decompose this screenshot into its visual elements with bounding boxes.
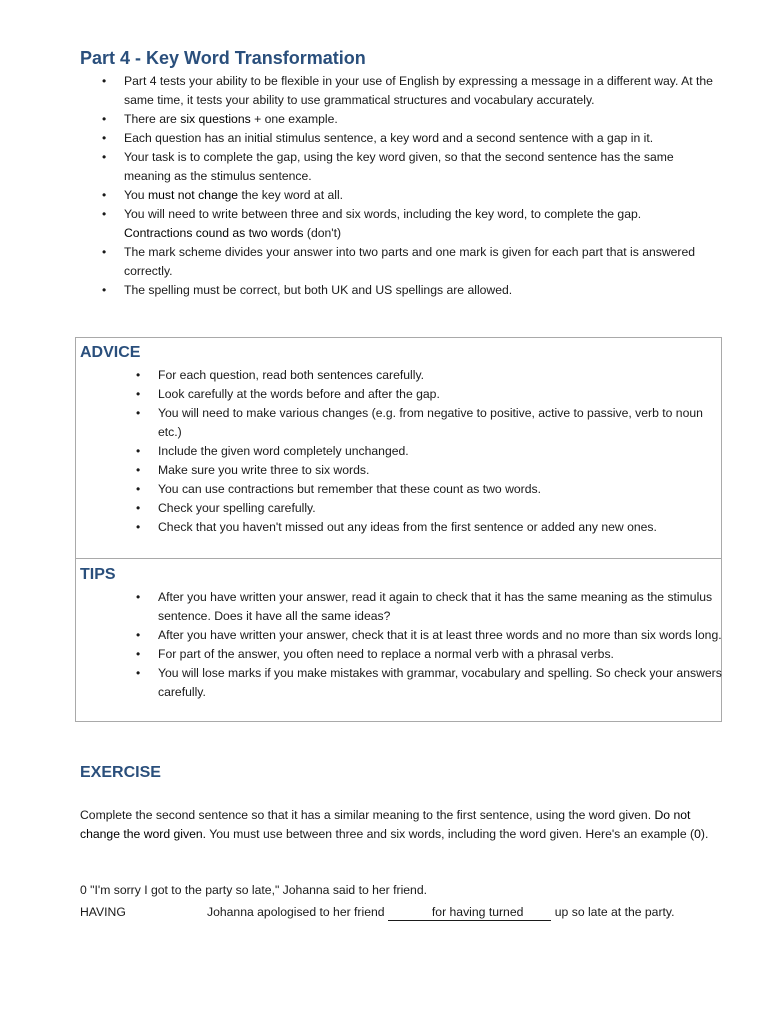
- intro-item: • Each question has an initial stimulus sentence, a key word and a second sentence with a gap in it.: [100, 129, 720, 148]
- advice-item: • Make sure you write three to six words.: [134, 461, 722, 480]
- advice-item: • Include the given word completely unchanged.: [134, 442, 722, 461]
- tips-item: • For part of the answer, you often need to replace a normal verb with a phrasal verbs.: [134, 645, 722, 664]
- intro-item: • Your task is to complete the gap, using the key word given, so that the second sentence has the same meaning as the stimulus sentence.: [100, 148, 720, 186]
- emphasis-text: must not change: [147, 188, 239, 202]
- tips-box: [75, 558, 722, 722]
- tips-heading: TIPS: [80, 566, 116, 583]
- advice-item: • You can use contractions but remember that these count as two words.: [134, 480, 722, 499]
- advice-item: • Check your spelling carefully.: [134, 499, 722, 518]
- intro-list: [100, 72, 720, 300]
- intro-item: • You must not change the key word at all.: [100, 186, 720, 205]
- exercise-instructions: Complete the second sentence so that it has a similar meaning to the first sentence, using the word given. Do not change the word given. You must use between three and six words, including the word given. Here's an example (0).: [80, 808, 709, 841]
- intro-item: • Part 4 tests your ability to be flexible in your use of English by expressing a message in a different way. At the same time, it tests your ability to use grammatical structures and vocabulary accurately.: [100, 72, 720, 110]
- advice-item: • Check that you haven't missed out any ideas from the first sentence or added any new ones.: [134, 518, 722, 537]
- intro-item: • You will need to write between three and six words, including the key word, to complete the gap. Contractions cound as two words (don't): [100, 205, 720, 243]
- intro-item: • The mark scheme divides your answer into two parts and one mark is given for each part that is answered correctly.: [100, 243, 720, 281]
- advice-item: • Look carefully at the words before and after the gap.: [134, 385, 722, 404]
- answer-sentence: Johanna apologised to her friend for having turned up so late at the party.: [207, 905, 675, 919]
- emphasis-text: Do not change the word given.: [80, 808, 691, 841]
- intro-item: • There are six questions + one example.: [100, 110, 720, 129]
- page-title: Part 4 - Key Word Transformation: [80, 48, 366, 68]
- example-sentence: 0 "I'm sorry I got to the party so late," Johanna said to her friend.: [80, 883, 427, 897]
- advice-box: [75, 337, 722, 559]
- answer-gap: for having turned: [388, 905, 551, 921]
- emphasis-text: six questions: [180, 112, 251, 126]
- advice-item: • You will need to make various changes (e.g. from negative to positive, active to passive, verb to noun etc.): [134, 404, 722, 442]
- exercise-heading: EXERCISE: [80, 764, 161, 781]
- key-word: HAVING: [80, 905, 126, 919]
- emphasis-text: 0: [694, 827, 701, 841]
- tips-item: • You will lose marks if you make mistakes with grammar, vocabulary and spelling. So check your answers carefully.: [134, 664, 722, 702]
- tips-list: [134, 588, 722, 702]
- advice-heading: ADVICE: [80, 344, 141, 361]
- emphasis-text: Contractions cound as two words: [124, 226, 304, 240]
- tips-item: • After you have written your answer, read it again to check that it has the same meaning as the stimulus sentence. Does it have all the same ideas?: [134, 588, 722, 626]
- intro-item: • The spelling must be correct, but both UK and US spellings are allowed.: [100, 281, 720, 300]
- advice-item: • For each question, read both sentences carefully.: [134, 366, 722, 385]
- tips-item: • After you have written your answer, check that it is at least three words and no more than six words long.: [134, 626, 722, 645]
- advice-list: [134, 366, 722, 537]
